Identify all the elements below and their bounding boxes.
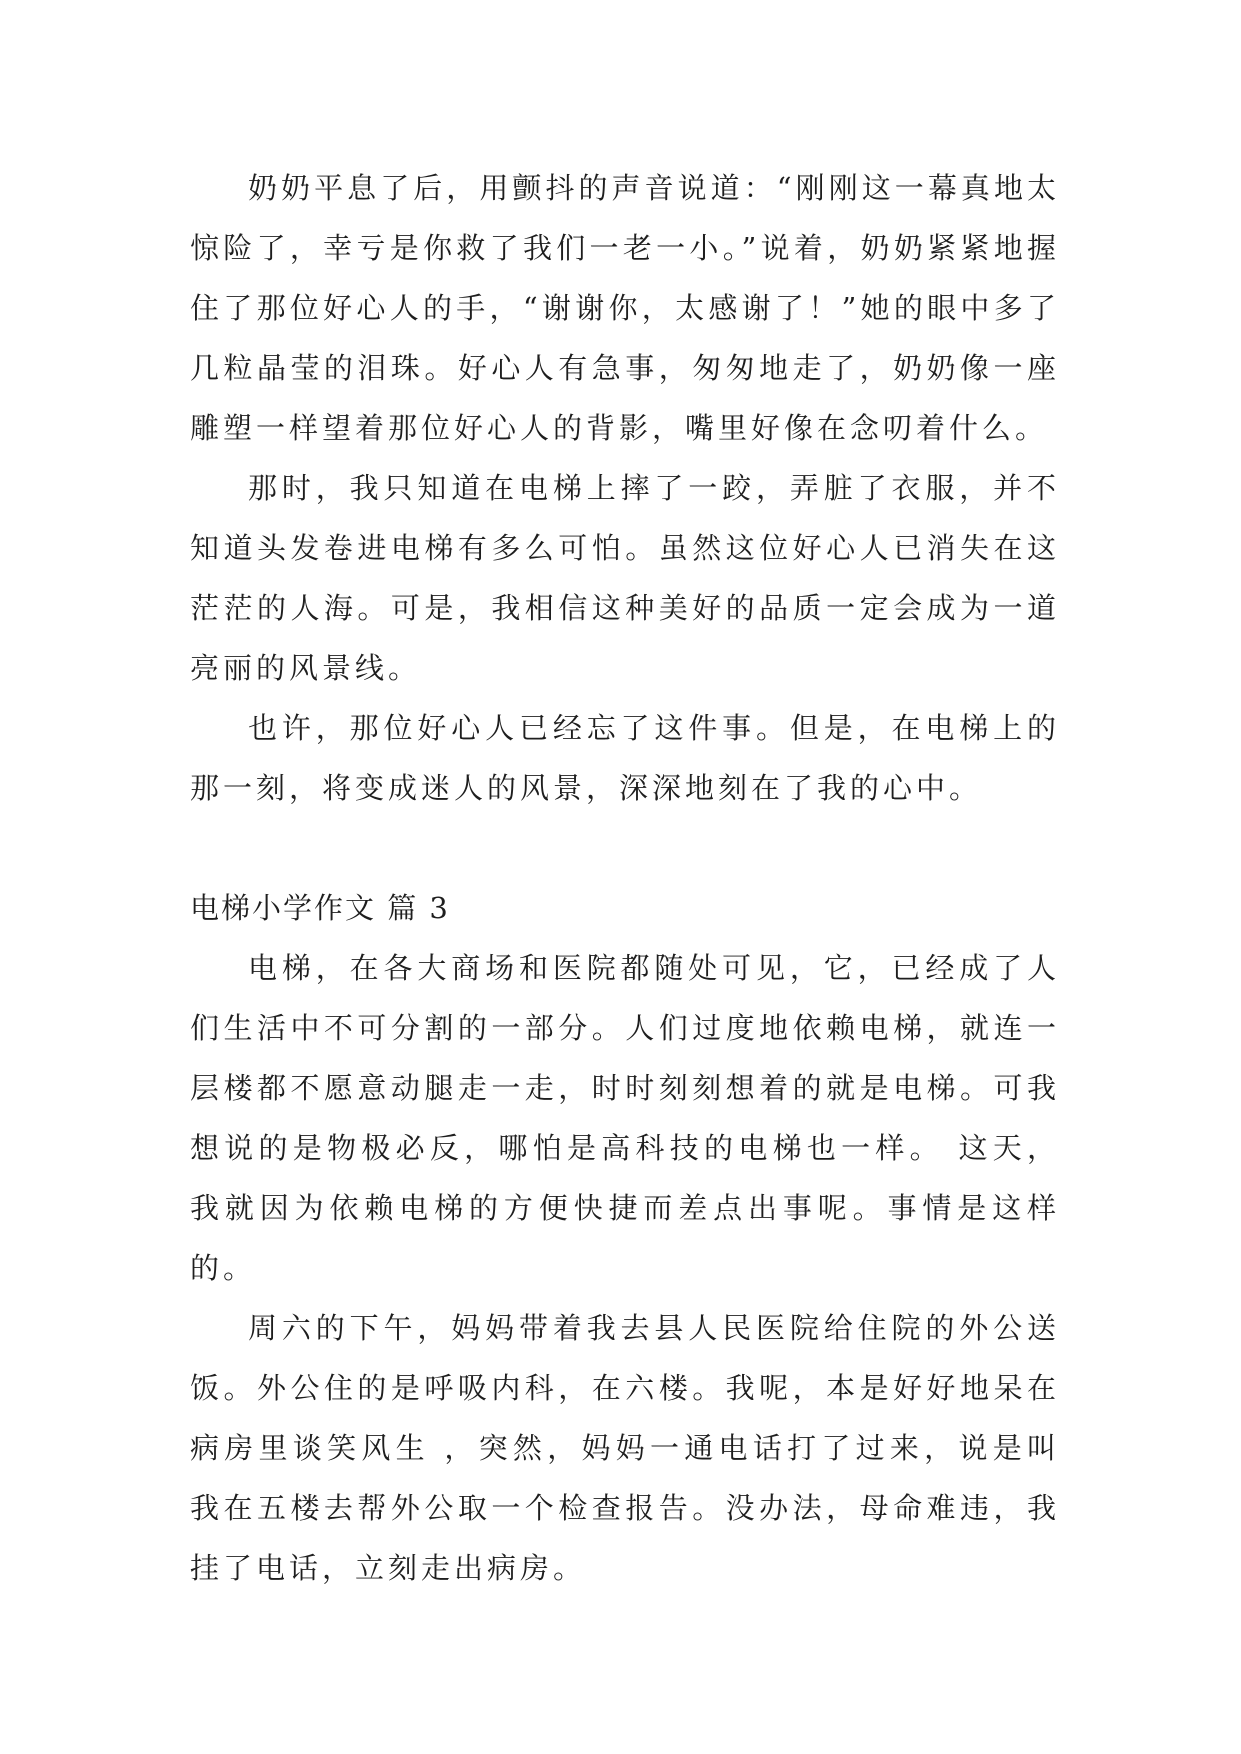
section-heading: 电梯小学作文 篇 3 <box>190 891 450 925</box>
paragraph: 也许，那位好心人已经忘了这件事。但是，在电梯上的那一刻，将变成迷人的风景，深深地刻在了我的心中。 <box>190 711 1060 805</box>
paragraph: 奶奶平息了后，用颤抖的声音说道：“刚刚这一幕真地太惊险了，幸亏是你救了我们一老一小。”说着，奶奶紧紧地握住了那位好心人的手，“谢谢你，太感谢了！”她的眼中多了几粒晶莹的泪珠。好心人有急事，匆匆地走了，奶奶像一座雕塑一样望着那位好心人的背影，嘴里好像在念叨着什么。 <box>190 171 1060 445</box>
paragraph: 电梯，在各大商场和医院都随处可见，它，已经成了人们生活中不可分割的一部分。人们过度地依赖电梯，就连一层楼都不愿意动腿走一走，时时刻刻想着的就是电梯。可我想说的是物极必反，哪怕是高科技的电梯也一样。 这天，我就因为依赖电梯的方便快捷而差点出事呢。事情是这样的。 <box>190 951 1060 1285</box>
paragraph: 那时，我只知道在电梯上摔了一跤，弄脏了衣服，并不知道头发卷进电梯有多么可怕。虽然这位好心人已消失在这茫茫的人海。可是，我相信这种美好的品质一定会成为一道亮丽的风景线。 <box>190 471 1060 685</box>
document-body <box>190 158 1060 1598</box>
paragraph: 周六的下午，妈妈带着我去县人民医院给住院的外公送饭。外公住的是呼吸内科，在六楼。我呢，本是好好地呆在病房里谈笑风生 ，突然，妈妈一通电话打了过来，说是叫我在五楼去帮外公取一个检查报告。没办法，母命难违，我挂了电话，立刻走出病房。 <box>190 1311 1060 1585</box>
